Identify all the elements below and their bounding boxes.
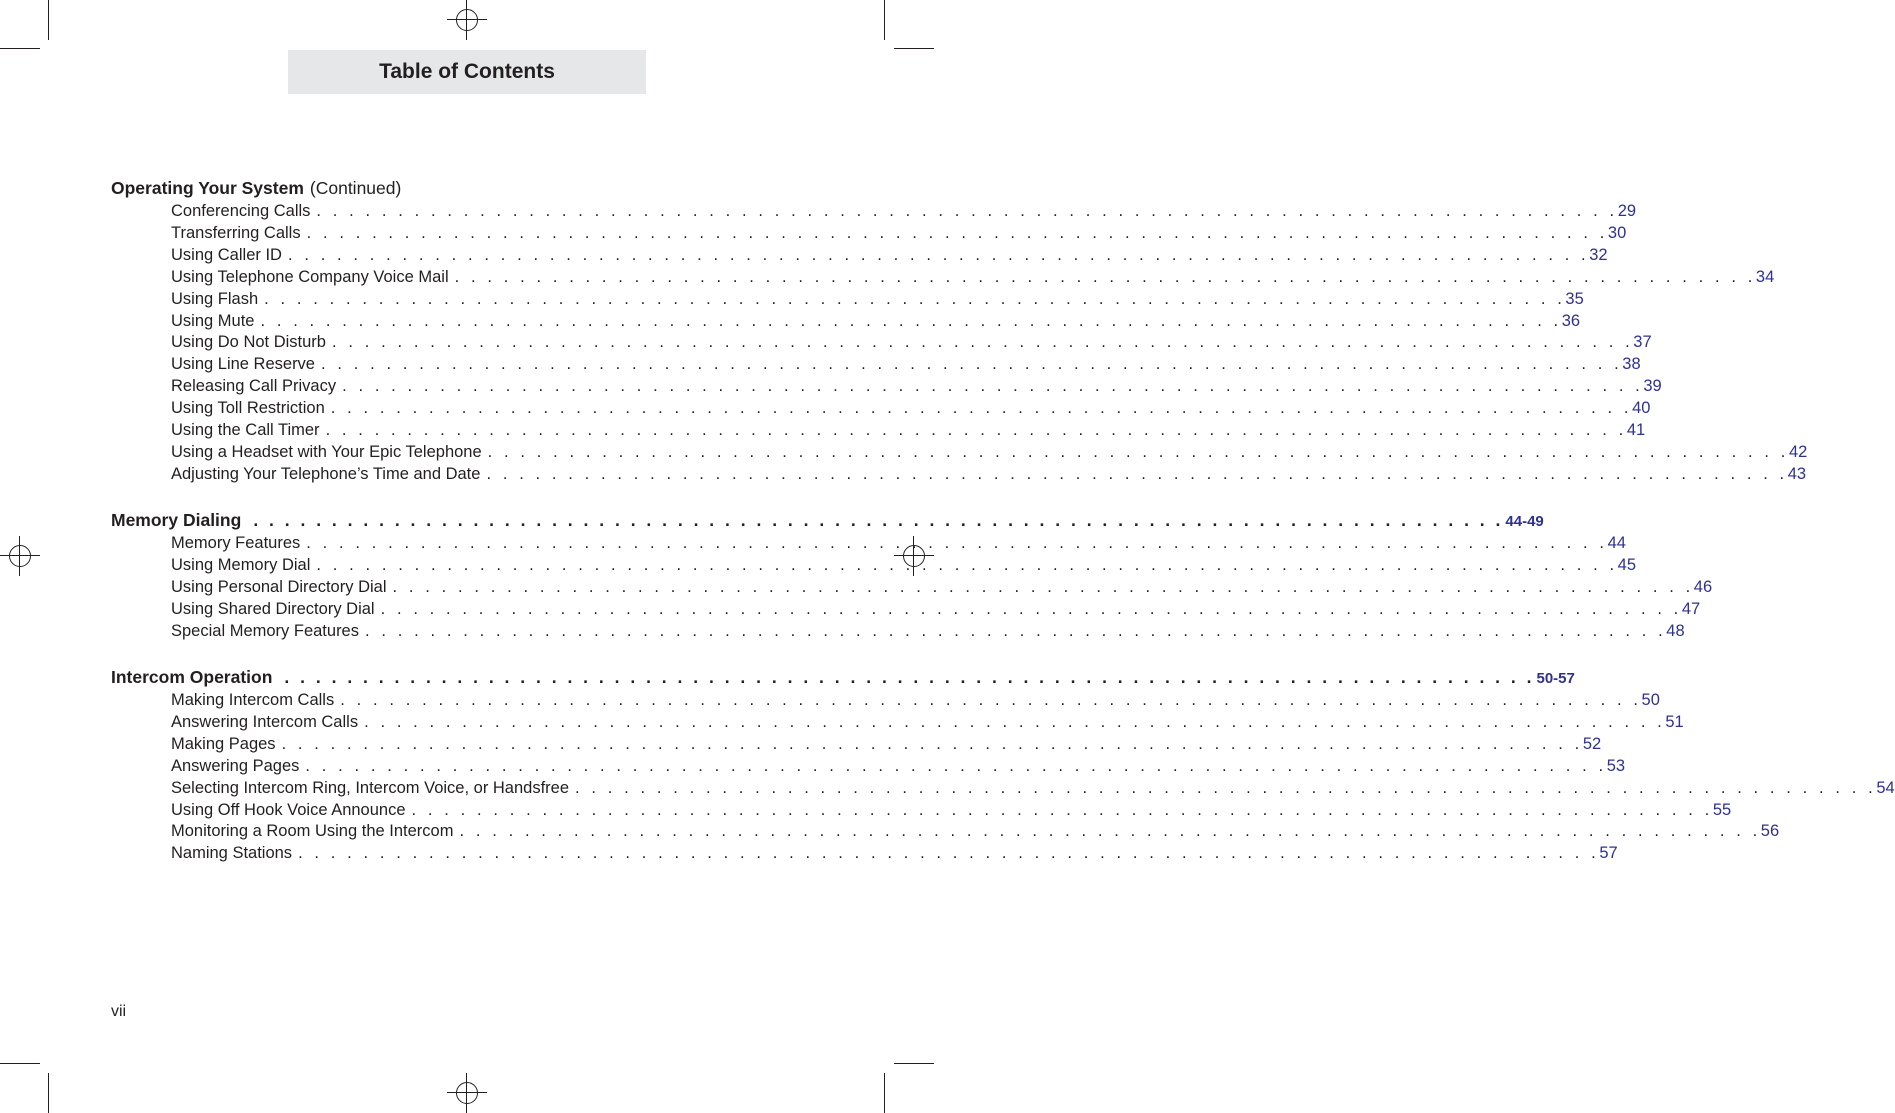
toc-entry — [171, 534, 1626, 554]
section-title: Memory Dialing — [111, 510, 242, 530]
dot-leader: . . . . . . . . . . . . . . . . . . . . . . . . . . . . . . . . . . . . . . . . . . . . . . . . . . . . . . . . . . . . . . . . . . . . . . . . . . . . . . . . — [321, 355, 1623, 374]
toc-entry — [171, 691, 1660, 711]
toc-entry — [171, 756, 1626, 777]
page-title-banner — [288, 50, 646, 94]
dot-leader: . . . . . . . . . . . . . . . . . . . . . . . . . . . . . . . . . . . . . . . . . . . . . . . . . . . . . . . . . . . . . . . . . . . . . . . . . . . . . . . . — [264, 289, 1566, 308]
crop-mark-icon — [884, 0, 885, 40]
toc-entry-page: 51 — [1665, 712, 1684, 731]
toc-entry — [171, 442, 1808, 463]
dot-leader: . . . . . . . . . . . . . . . . . . . . . . . . . . . . . . . . . . . . . . . . . . . . . . . . . . . . . . . . . . . . . . . . . . . . . . . . . . . . . . . . — [281, 734, 1583, 753]
dot-leader: . . . . . . . . . . . . . . . . . . . . . . . . . . . . . . . . . . . . . . . . . . . . . . . . . . . . . . . . . . . . . . . . . . . . . . . . . . . . . . . . — [287, 245, 1590, 264]
dot-leader: . . . . . . . . . . . . . . . . . . . . . . . . . . . . . . . . . . . . . . . . . . . . . . . . . . . . . . . . . . . . . . . . . . . . . . . . . . . . . . . . — [253, 510, 1504, 530]
crop-mark-icon — [48, 1073, 49, 1113]
toc-entry-label: Using Caller ID — [171, 245, 282, 264]
section-page-range: 50-57 — [1536, 670, 1575, 687]
toc-entry — [171, 734, 1602, 755]
toc-entry — [171, 599, 1701, 620]
dot-leader: . . . . . . . . . . . . . . . . . . . . . . . . . . . . . . . . . . . . . . . . . . . . . . . . . . . . . . . . . . . . . . . . . . . . . . . . . . . . . . . . — [316, 555, 1618, 574]
toc-entry-page: 38 — [1622, 355, 1641, 374]
toc-entry — [171, 311, 1581, 332]
toc-entry — [171, 800, 1732, 821]
crop-mark-icon — [0, 1063, 40, 1064]
dot-leader: . . . . . . . . . . . . . . . . . . . . . . . . . . . . . . . . . . . . . . . . . . . . . . . . . . . . . . . . . . . . . . . . . . . . . . . . . . . . . . . . — [486, 464, 1788, 483]
dot-leader: . . . . . . . . . . . . . . . . . . . . . . . . . . . . . . . . . . . . . . . . . . . . . . . . . . . . . . . . . . . . . . . . . . . . . . . . . . . . . . . . — [340, 691, 1642, 709]
toc-entry-label: Selecting Intercom Ring, Intercom Voice, or Handsfree — [171, 778, 570, 797]
dot-leader: . . . . . . . . . . . . . . . . . . . . . . . . . . . . . . . . . . . . . . . . . . . . . . . . . . . . . . . . . . . . . . . . . . . . . . . . . . . . . . . . — [487, 442, 1789, 461]
toc-entry-label: Using Memory Dial — [171, 555, 311, 574]
toc-entry-page: 32 — [1589, 245, 1608, 264]
toc-entry-page: 34 — [1755, 267, 1775, 286]
toc-entry — [171, 377, 1662, 397]
toc-entry-label: Using Telephone Company Voice Mail — [171, 267, 449, 286]
toc-entry-page: 48 — [1666, 621, 1685, 640]
toc-entry-label: Special Memory Features — [171, 621, 359, 640]
toc-entry-page: 30 — [1607, 223, 1627, 242]
dot-leader: . . . . . . . . . . . . . . . . . . . . . . . . . . . . . . . . . . . . . . . . . . . . . . . . . . . . . . . . . . . . . . . . . . . . . . . . . . . . . . . . — [298, 844, 1600, 863]
toc-entry-page: 35 — [1565, 289, 1584, 308]
toc-entry-label: Monitoring a Room Using the Intercom — [171, 822, 454, 841]
dot-leader: . . . . . . . . . . . . . . . . . . . . . . . . . . . . . . . . . . . . . . . . . . . . . . . . . . . . . . . . . . . . . . . . . . . . . . . . . . . . . . . . — [411, 800, 1713, 819]
toc-entry-page: 56 — [1760, 822, 1780, 841]
toc-entry-page: 39 — [1643, 377, 1662, 396]
toc-entry-page: 40 — [1632, 399, 1651, 418]
page-title: Table of Contents — [379, 60, 555, 83]
dot-leader: . . . . . . . . . . . . . . . . . . . . . . . . . . . . . . . . . . . . . . . . . . . . . . . . . . . . . . . . . . . . . . . . . . . . . . . . . . . . . . . . — [380, 599, 1682, 618]
toc-entry-label: Using Toll Restriction — [171, 399, 325, 418]
toc-entry-page: 53 — [1606, 756, 1626, 775]
toc-entry — [171, 712, 1684, 733]
toc-entry-page: 41 — [1626, 421, 1646, 439]
toc-entry — [171, 245, 1608, 266]
section-page-range: 44-49 — [1505, 513, 1544, 530]
crop-mark-icon — [48, 0, 49, 40]
section-continued: (Continued) — [309, 178, 402, 198]
toc-entry-label: Using Line Reserve — [171, 355, 315, 374]
dot-leader: . . . . . . . . . . . . . . . . . . . . . . . . . . . . . . . . . . . . . . . . . . . . . . . . . . . . . . . . . . . . . . . . . . . . . . . . . . . . . . . . — [575, 778, 1877, 797]
toc-entry-label: Releasing Call Privacy — [171, 377, 337, 396]
toc-entry-page: 52 — [1582, 734, 1602, 753]
toc-entry — [171, 464, 1807, 485]
toc-entry-label: Using a Headset with Your Epic Telephone — [171, 442, 482, 461]
section-title: Operating Your System — [111, 178, 304, 198]
toc-entry — [171, 621, 1685, 642]
toc-entry — [171, 333, 1652, 353]
dot-leader: . . . . . . . . . . . . . . . . . . . . . . . . . . . . . . . . . . . . . . . . . . . . . . . . . . . . . . . . . . . . . . . . . . . . . . . . . . . . . . . . — [284, 667, 1535, 687]
toc-entry-label: Making Pages — [171, 734, 276, 753]
registration-crosshair-icon — [447, 0, 487, 40]
dot-leader: . . . . . . . . . . . . . . . . . . . . . . . . . . . . . . . . . . . . . . . . . . . . . . . . . . . . . . . . . . . . . . . . . . . . . . . . . . . . . . . . — [331, 333, 1634, 352]
toc-entry — [171, 202, 1637, 222]
dot-leader: . . . . . . . . . . . . . . . . . . . . . . . . . . . . . . . . . . . . . . . . . . . . . . . . . . . . . . . . . . . . . . . . . . . . . . . . . . . . . . . . — [459, 822, 1761, 841]
registration-crosshair-icon — [447, 1073, 487, 1113]
toc-entry-label: Making Intercom Calls — [171, 691, 335, 709]
toc-entry-page: 42 — [1788, 442, 1808, 461]
toc-entry — [171, 577, 1713, 598]
toc-entry-label: Answering Pages — [171, 756, 300, 775]
crop-mark-icon — [894, 1063, 934, 1064]
dot-leader: . . . . . . . . . . . . . . . . . . . . . . . . . . . . . . . . . . . . . . . . . . . . . . . . . . . . . . . . . . . . . . . . . . . . . . . . . . . . . . . . — [454, 267, 1756, 286]
toc-entry — [171, 289, 1584, 310]
toc-entry-label: Using Mute — [171, 311, 255, 330]
dot-leader: . . . . . . . . . . . . . . . . . . . . . . . . . . . . . . . . . . . . . . . . . . . . . . . . . . . . . . . . . . . . . . . . . . . . . . . . . . . . . . . . — [260, 311, 1562, 330]
section-heading — [111, 178, 401, 200]
dot-leader: . . . . . . . . . . . . . . . . . . . . . . . . . . . . . . . . . . . . . . . . . . . . . . . . . . . . . . . . . . . . . . . . . . . . . . . . . . . . . . . . — [364, 712, 1666, 731]
toc-entry-page: 46 — [1693, 577, 1713, 596]
dot-leader: . . . . . . . . . . . . . . . . . . . . . . . . . . . . . . . . . . . . . . . . . . . . . . . . . . . . . . . . . . . . . . . . . . . . . . . . . . . . . . . . — [325, 421, 1627, 439]
section-heading — [111, 510, 1544, 532]
toc-entry-label: Memory Features — [171, 534, 301, 552]
toc-entry-label: Answering Intercom Calls — [171, 712, 359, 731]
toc-entry — [171, 421, 1646, 441]
toc-entry-page: 37 — [1633, 333, 1652, 352]
dot-leader: . . . . . . . . . . . . . . . . . . . . . . . . . . . . . . . . . . . . . . . . . . . . . . . . . . . . . . . . . . . . . . . . . . . . . . . . . . . . . . . . — [365, 621, 1667, 640]
toc-entry-label: Adjusting Your Telephone’s Time and Date — [171, 464, 481, 483]
toc-entry-label: Using Flash — [171, 289, 259, 308]
crop-mark-icon — [894, 48, 934, 49]
toc-entry-label: Conferencing Calls — [171, 202, 311, 220]
toc-entry-label: Using Off Hook Voice Announce — [171, 800, 406, 819]
dot-leader: . . . . . . . . . . . . . . . . . . . . . . . . . . . . . . . . . . . . . . . . . . . . . . . . . . . . . . . . . . . . . . . . . . . . . . . . . . . . . . . . — [305, 756, 1607, 775]
toc-entry-label: Transferring Calls — [171, 223, 301, 242]
dot-leader: . . . . . . . . . . . . . . . . . . . . . . . . . . . . . . . . . . . . . . . . . . . . . . . . . . . . . . . . . . . . . . . . . . . . . . . . . . . . . . . . — [392, 577, 1694, 596]
toc-entry-label: Using Shared Directory Dial — [171, 599, 375, 618]
crop-mark-icon — [0, 48, 40, 49]
toc-entry — [171, 267, 1775, 288]
toc-entry-label: Using the Call Timer — [171, 421, 320, 439]
toc-entry-page: 29 — [1617, 202, 1637, 220]
dot-leader: . . . . . . . . . . . . . . . . . . . . . . . . . . . . . . . . . . . . . . . . . . . . . . . . . . . . . . . . . . . . . . . . . . . . . . . . . . . . . . . . — [306, 534, 1608, 552]
toc-entry — [171, 399, 1651, 419]
toc-entry-label: Using Do Not Disturb — [171, 333, 326, 352]
toc-entry-page: 54 — [1876, 778, 1895, 797]
dot-leader: . . . . . . . . . . . . . . . . . . . . . . . . . . . . . . . . . . . . . . . . . . . . . . . . . . . . . . . . . . . . . . . . . . . . . . . . . . . . . . . . — [330, 399, 1633, 418]
toc-entry-label: Using Personal Directory Dial — [171, 577, 387, 596]
toc-entry — [171, 822, 1780, 842]
toc-entry — [171, 778, 1895, 799]
crop-mark-icon — [884, 1073, 885, 1113]
toc-entry — [171, 355, 1641, 375]
toc-entry-page: 57 — [1599, 844, 1618, 863]
toc-entry-page: 36 — [1561, 311, 1581, 330]
toc-entry — [171, 844, 1618, 864]
section-title: Intercom Operation — [111, 667, 273, 687]
dot-leader: . . . . . . . . . . . . . . . . . . . . . . . . . . . . . . . . . . . . . . . . . . . . . . . . . . . . . . . . . . . . . . . . . . . . . . . . . . . . . . . . — [316, 202, 1618, 220]
toc-entry-page: 43 — [1787, 464, 1807, 483]
toc-entry-page: 47 — [1681, 599, 1701, 618]
toc-entry-label: Naming Stations — [171, 844, 293, 863]
dot-leader: . . . . . . . . . . . . . . . . . . . . . . . . . . . . . . . . . . . . . . . . . . . . . . . . . . . . . . . . . . . . . . . . . . . . . . . . . . . . . . . . — [342, 377, 1644, 396]
toc-entry-page: 44 — [1607, 534, 1626, 552]
toc-entry-page: 50 — [1641, 691, 1660, 709]
toc-entry-page: 55 — [1712, 800, 1732, 819]
dot-leader: . . . . . . . . . . . . . . . . . . . . . . . . . . . . . . . . . . . . . . . . . . . . . . . . . . . . . . . . . . . . . . . . . . . . . . . . . . . . . . . . — [306, 223, 1608, 242]
registration-crosshair-icon — [0, 536, 40, 576]
toc-entry — [171, 223, 1627, 244]
section-heading — [111, 667, 1575, 689]
toc-entry — [171, 555, 1637, 576]
toc-entry-page: 45 — [1617, 555, 1637, 574]
page-folio: vii — [111, 1003, 127, 1020]
